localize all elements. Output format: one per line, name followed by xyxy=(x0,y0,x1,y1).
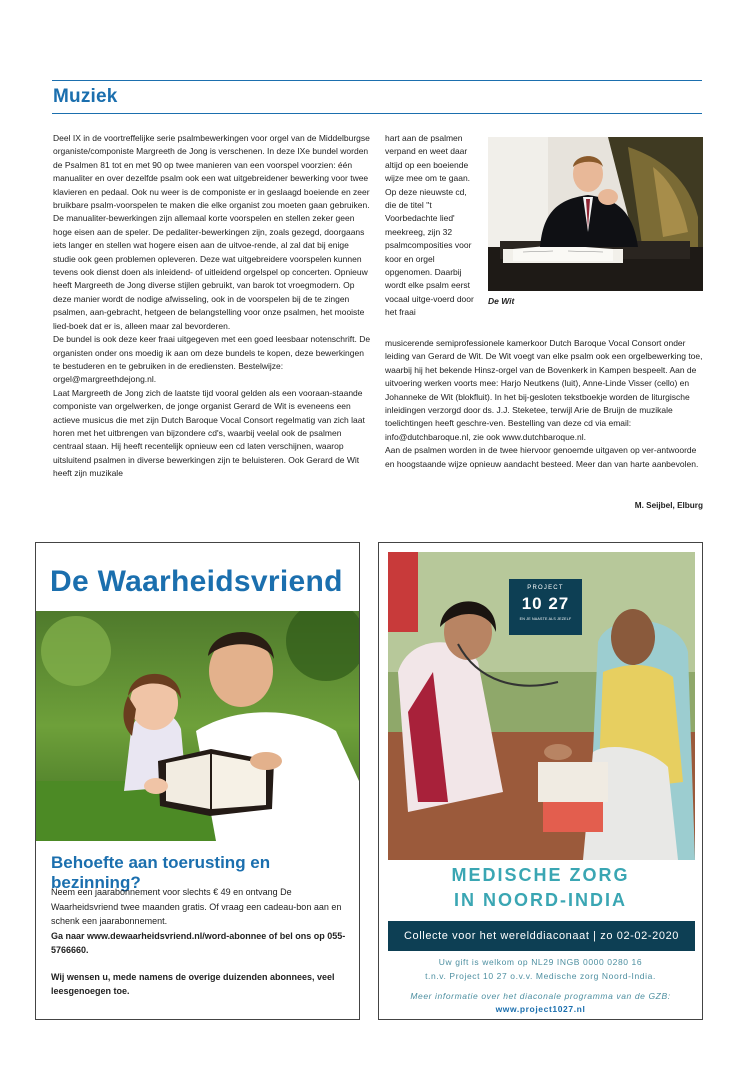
top-rule xyxy=(52,80,702,81)
title-rule xyxy=(52,113,702,114)
ad-closing: Wij wensen u, mede namens de overige duizenden abonnees, veel leesgenoegen toe. xyxy=(51,971,335,996)
ad-heading-line-1: MEDISCHE ZORG xyxy=(451,865,630,885)
project-url-link[interactable]: www.project1027.nl xyxy=(495,1004,586,1014)
medical-care-photo xyxy=(388,552,695,860)
ad-subtitle: Behoefte aan toerusting en bezinning? xyxy=(51,853,271,892)
project-1027-logo xyxy=(509,579,582,635)
article-paragraph: Deel IX in de voortreffelijke serie psalmbewerkingen voor orgel van de Middelburgse organiste/componiste Margreeth de Jong is verschenen. In deze IXe bundel worden de Psalmen 81 tot en met 90 op twee manieren van een voorspel voorzien: één manualiter en over dezelfde psalm ook een wat uitgebreidener bewerking voor twee klavieren en pedaal. Ook nu weer is de componiste er in geslaagd boeiende en zeer bruikbare psalm-voorspelen te maken die elke organist zou moeten gaan gebruiken. De manualiter-bewerkingen zijn allemaal korte voorspelen en stellen zeker geen hoge eisen aan de speler. De pedaliter-bewerkingen zijn, zoals gezegd, doorgaans iets langer en stellen wat hogere eisen aan de uitvoe-rende, al zal dat bij enige studie ook geen problemen opleveren. Deze wat uitgebreidere voorspelen kunnen tevens ook dienst doen als inleidend- of uitleidend orgelspel op concerten. Opnieuw heeft Margreeth de Jong diverse stijlen gebruikt, van barok tot vroegmodern. Op deze manier wordt de nodige afwisseling, ook in de voorspelen bij de te zingen psalmen, aan-gebracht, hetgeen de belangstelling voor onze psalmen, het mooiste lied-boek dat er is, alleen maar zal bevorderen. xyxy=(53,133,370,331)
article-column-1 xyxy=(53,132,371,481)
photo-caption: De Wit xyxy=(488,296,515,306)
reading-photo-illustration xyxy=(36,611,359,841)
article-paragraph: musicerende semiprofessionele kamerkoor Dutch Baroque Vocal Consort onder leiding van Gerard de Wit. De Wit voegt van elke psalm ook een orgelbewerking toe, waarbij hij het bekende Hinsz-orgel van de Bovenkerk in Kampen bespeelt. Aan de uitvoering werken voorts mee: Harjo Neutkens (luit), Anne-Linde Visser (cello) en Johanneke de Wit (blokfluit). In het bij-gesloten tekstboekje worden de liturgische inleidingen verzorgd door ds. J.J. Steketee, terwijl Arie de Bruijn de muzikale toelichtingen heeft geschre-ven. Bestelling van deze cd via email: info@dutchbaroque.nl, zie ook www.dutchbaroque.nl. xyxy=(385,338,703,442)
ad-offer-text: Neem een jaarabonnement voor slechts € 49 en ontvang De Waarheidsvriend twee maanden gratis. Of vraag een cadeau-bon aan en schenk een jaarabonnement. xyxy=(51,887,342,926)
section-title: Muziek xyxy=(53,86,118,107)
ad-call-to-action[interactable]: Ga naar www.dewaarheidsvriend.nl/word-abonnee of bel ons op 055-5766660. xyxy=(51,930,346,955)
collecte-band: Collecte voor het werelddiaconaat | zo 02-02-2020 xyxy=(388,921,695,951)
organist-photo-illustration xyxy=(488,137,703,291)
project-1027-ad[interactable] xyxy=(378,542,703,1020)
ad-title: De Waarheidsvriend xyxy=(50,565,343,598)
gift-line-1: Uw gift is welkom op NL29 INGB 0000 0280 16 xyxy=(438,957,643,967)
article-column-2-narrow xyxy=(385,132,477,320)
organist-photo xyxy=(488,137,703,291)
waarheidsvriend-ad[interactable] xyxy=(35,542,360,1020)
info-text: Meer informatie over het diaconale programma van de GZB: xyxy=(410,991,671,1001)
article-column-2-wide xyxy=(385,337,703,471)
logo-tagline: EN JE NAASTE ALS JEZELF xyxy=(519,617,572,621)
article-paragraph: De bundel is ook deze keer fraai uitgegeven met een goed leesbaar notenschrift. De organisten onder ons moedig ik aan om deze bundels te kopen, deze bewerkingen te bestuderen en te gebruiken in de erediensten. Bestelwijze: orgel@margreethdejong.nl. xyxy=(53,334,371,385)
logo-top-text: PROJECT xyxy=(527,585,564,591)
father-daughter-reading-photo xyxy=(36,611,359,841)
ad-body xyxy=(51,885,351,999)
article-paragraph: Laat Margreeth de Jong zich de laatste tijd vooral gelden als een vooraan-staande componiste van orgelwerken, de jonge organist Gerard de Wit is eveneens een actieve musicus die met zijn Dutch Baroque Vocal Consort regelmatig van zich laat horen met het uitbrengen van bijzondere cd's, waarbij veelal ook de psalmen centraal staan. Hij heeft recentelijk opnieuw een cd laten verschijnen, waarop uitsluitend psalmen in diverse bewerkingen zijn te beluisteren. Ook Gerard de Wit heeft zijn muzikale xyxy=(53,387,365,479)
spacer xyxy=(51,958,351,970)
article-paragraph: hart aan de psalmen verpand en weet daar altijd op een boeiende wijze mee om te gaan. Op deze nieuwste cd, die de titel ''t Voorbedachte lied' meekreeg, zijn 32 psalmcomposities voor koor en orgel opgenomen. Daarbij wordt elke psalm eerst vocaal uitge-voerd door het fraai xyxy=(385,133,474,318)
ad-heading-line-2: IN NOORD-INDIA xyxy=(454,890,627,910)
gift-line-2: t.n.v. Project 10 27 o.v.v. Medische zorg Noord-India. xyxy=(425,971,656,981)
logo-main-text: 10 27 xyxy=(521,594,570,613)
byline: M. Seijbel, Elburg xyxy=(634,501,703,510)
article-paragraph: Aan de psalmen worden in de twee hiervoor genoemde uitgaven op ver-antwoorde en hoogstaande wijze opnieuw aandacht besteed. Meer dan van harte aanbevolen. xyxy=(385,445,699,469)
